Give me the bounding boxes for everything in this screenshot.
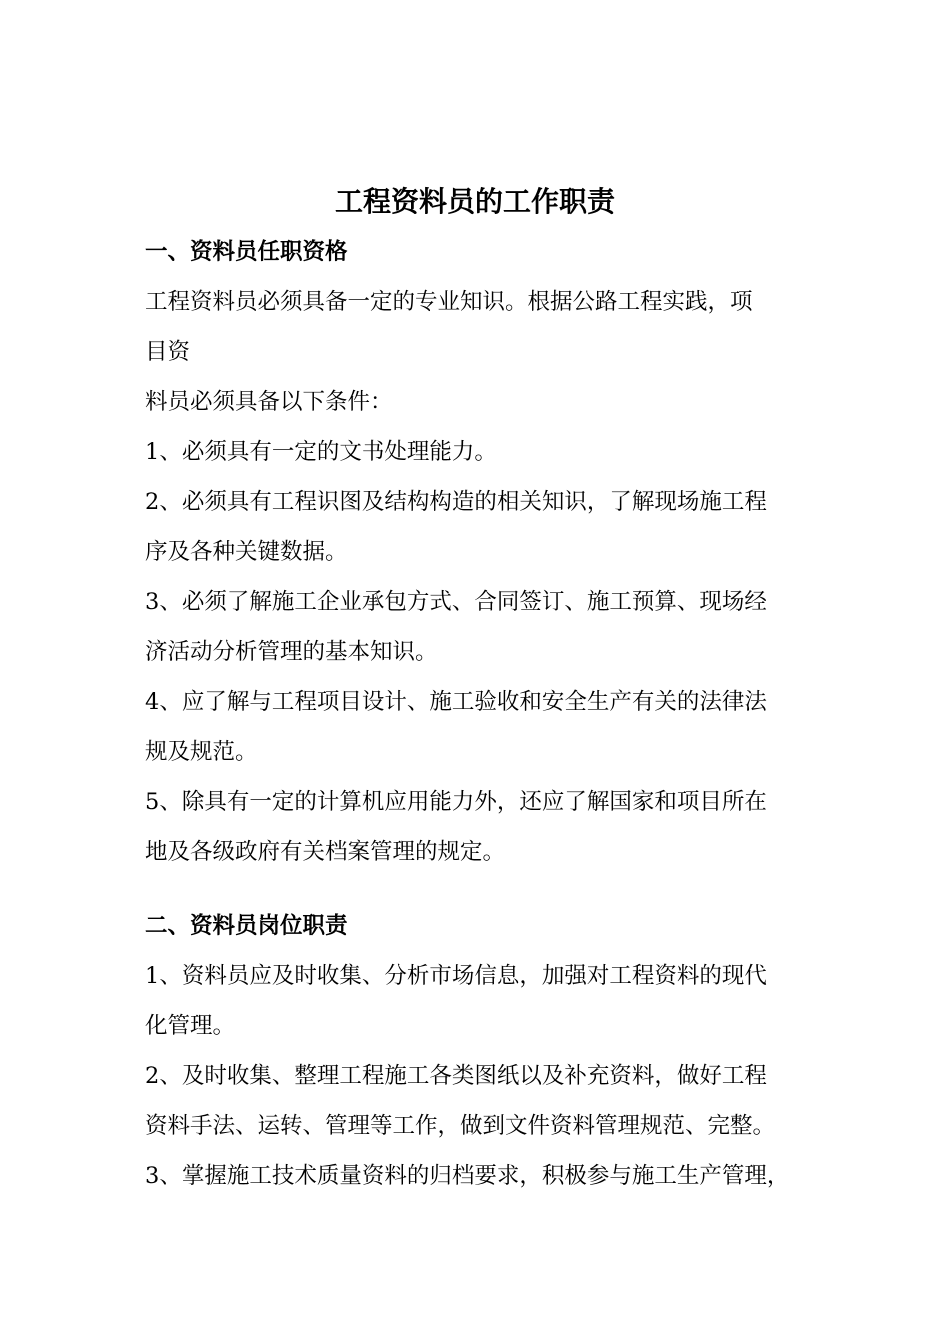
section-1-line-4: 1、必须具有一定的文书处理能力。 — [145, 439, 497, 465]
section-2-line-5: 3、掌握施工技术质量资料的归档要求，积极参与施工生产管理， — [145, 1163, 790, 1189]
section-1-line-1: 工程资料员必须具备一定的专业知识。根据公路工程实践，项 — [145, 289, 753, 315]
section-1-line-10: 规及规范。 — [145, 739, 258, 765]
section-2-line-2: 化管理。 — [145, 1013, 236, 1039]
section-1-line-5: 2、必须具有工程识图及结构构造的相关知识，了解现场施工程 — [145, 489, 767, 515]
section-1-line-12: 地及各级政府有关档案管理的规定。 — [145, 839, 506, 865]
section-2-heading: 二、资料员岗位职责 — [145, 913, 348, 939]
section-1-line-8: 济活动分析管理的基本知识。 — [145, 639, 438, 665]
section-1-line-3: 料员必须具备以下条件： — [145, 389, 393, 415]
section-2-line-1: 1、资料员应及时收集、分析市场信息，加强对工程资料的现代 — [145, 963, 767, 989]
section-2-line-4: 资料手法、运转、管理等工作，做到文件资料管理规范、完整。 — [145, 1113, 776, 1139]
section-2-line-3: 2、及时收集、整理工程施工各类图纸以及补充资料，做好工程 — [145, 1063, 767, 1089]
section-spacer — [145, 877, 815, 901]
section-1-line-6: 序及各种关键数据。 — [145, 539, 348, 565]
section-1-line-2: 目资 — [145, 339, 191, 365]
document-body — [145, 227, 815, 1201]
section-1-line-7: 3、必须了解施工企业承包方式、合同签订、施工预算、现场经 — [145, 589, 767, 615]
section-1-line-9: 4、应了解与工程项目设计、施工验收和安全生产有关的法律法 — [145, 689, 767, 715]
section-1-line-11: 5、除具有一定的计算机应用能力外，还应了解国家和项目所在 — [145, 789, 767, 815]
document-title: 工程资料员的工作职责 — [334, 185, 615, 218]
section-1-heading: 一、资料员任职资格 — [145, 239, 348, 265]
